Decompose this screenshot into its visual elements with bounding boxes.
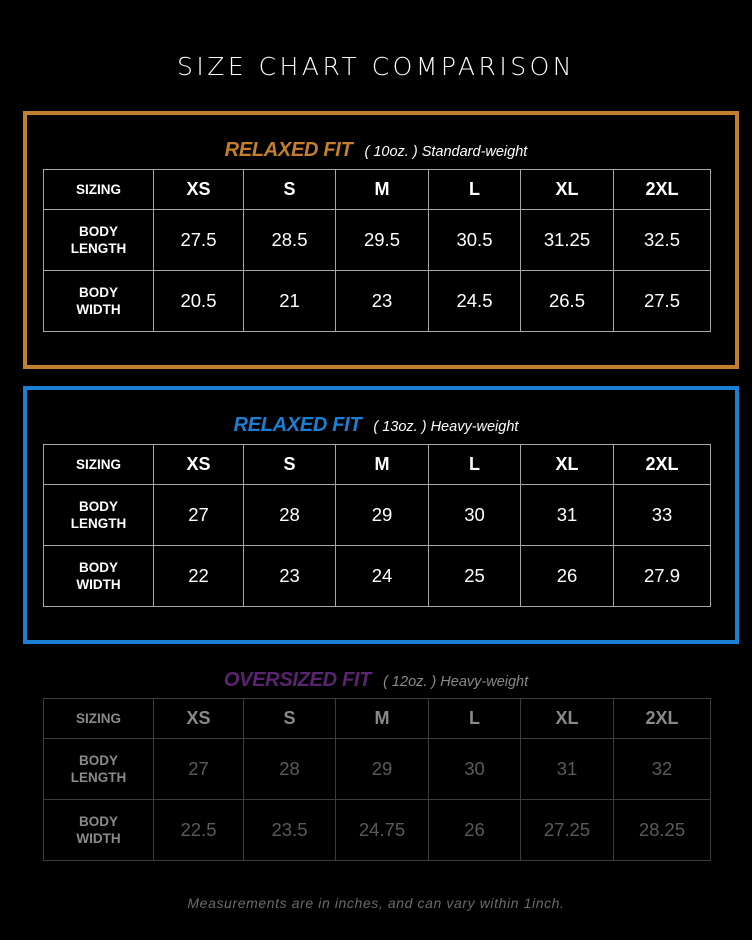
measurement-value: 24.5 xyxy=(429,271,521,332)
fit-name: RELAXED FIT xyxy=(224,139,353,161)
sizing-header-row xyxy=(44,170,711,210)
measurement-label-line2: WIDTH xyxy=(76,577,121,592)
measurement-value: 33 xyxy=(614,485,711,546)
measurement-value: 32 xyxy=(614,739,711,800)
measurement-label-line1: BODY xyxy=(78,224,118,239)
measurement-label xyxy=(44,739,154,800)
measurement-label-line2: LENGTH xyxy=(70,241,127,256)
measurement-value: 22.5 xyxy=(154,800,244,861)
measurement-row-length xyxy=(44,739,711,800)
sizing-label: SIZING xyxy=(44,445,154,485)
size-header-l: L xyxy=(429,170,521,210)
measurement-value: 23 xyxy=(244,546,336,607)
measurement-label xyxy=(44,485,154,546)
sizing-label: SIZING xyxy=(44,699,154,739)
size-header-s: S xyxy=(244,445,336,485)
size-header-2xl: 2XL xyxy=(614,170,711,210)
measurement-value: 26 xyxy=(429,800,521,861)
measurement-value: 30 xyxy=(429,739,521,800)
size-table-relaxed-heavy xyxy=(43,444,711,607)
size-header-s: S xyxy=(244,699,336,739)
measurement-value: 28 xyxy=(244,739,336,800)
size-header-2xl: 2XL xyxy=(614,445,711,485)
measurement-value: 24 xyxy=(336,546,429,607)
size-header-l: L xyxy=(429,699,521,739)
measurement-label-line2: WIDTH xyxy=(76,302,121,317)
measurement-value: 23 xyxy=(336,271,429,332)
measurement-label-line2: LENGTH xyxy=(70,516,127,531)
measurement-label-line2: LENGTH xyxy=(70,770,127,785)
measurement-value: 20.5 xyxy=(154,271,244,332)
measurement-value: 30 xyxy=(429,485,521,546)
fabric-weight: ( 10oz. ) Standard-weight xyxy=(364,144,528,160)
measurement-value: 27 xyxy=(154,739,244,800)
measurement-value: 27.25 xyxy=(521,800,614,861)
size-header-m: M xyxy=(336,445,429,485)
measurement-label-line1: BODY xyxy=(78,499,118,514)
size-header-xl: XL xyxy=(521,445,614,485)
measurement-label xyxy=(44,271,154,332)
sizing-header-row xyxy=(44,699,711,739)
measurement-value: 27 xyxy=(154,485,244,546)
measurement-value: 28.25 xyxy=(614,800,711,861)
size-header-m: M xyxy=(336,699,429,739)
measurement-value: 32.5 xyxy=(614,210,711,271)
fabric-weight: ( 13oz. ) Heavy-weight xyxy=(373,419,519,435)
measurement-row-length xyxy=(44,210,711,271)
measurement-value: 29.5 xyxy=(336,210,429,271)
measurement-value: 29 xyxy=(336,485,429,546)
fabric-weight: ( 12oz. ) Heavy-weight xyxy=(383,674,529,690)
measurement-value: 28.5 xyxy=(244,210,336,271)
measurement-value: 31.25 xyxy=(521,210,614,271)
size-header-xl: XL xyxy=(521,699,614,739)
measurement-row-width xyxy=(44,546,711,607)
measurement-value: 26 xyxy=(521,546,614,607)
size-header-xl: XL xyxy=(521,170,614,210)
measurement-row-length xyxy=(44,485,711,546)
measurement-value: 27.5 xyxy=(614,271,711,332)
measurement-label-line1: BODY xyxy=(78,753,118,768)
measurement-value: 23.5 xyxy=(244,800,336,861)
measurement-label-line2: WIDTH xyxy=(76,831,121,846)
measurement-value: 30.5 xyxy=(429,210,521,271)
measurement-label-line1: BODY xyxy=(78,814,118,829)
measurement-label xyxy=(44,210,154,271)
section-heading-relaxed-heavy xyxy=(0,414,752,437)
size-header-s: S xyxy=(244,170,336,210)
size-header-xs: XS xyxy=(154,170,244,210)
measurement-value: 31 xyxy=(521,739,614,800)
measurement-label-line1: BODY xyxy=(78,560,118,575)
measurement-value: 27.9 xyxy=(614,546,711,607)
measurement-value: 28 xyxy=(244,485,336,546)
measurement-label xyxy=(44,546,154,607)
section-heading-oversized xyxy=(0,669,752,692)
measurement-value: 22 xyxy=(154,546,244,607)
measurement-row-width xyxy=(44,271,711,332)
measurement-value: 27.5 xyxy=(154,210,244,271)
size-header-2xl: 2XL xyxy=(614,699,711,739)
measurement-label xyxy=(44,800,154,861)
measurement-value: 24.75 xyxy=(336,800,429,861)
fit-name: RELAXED FIT xyxy=(233,414,362,436)
measurement-value: 31 xyxy=(521,485,614,546)
sizing-label: SIZING xyxy=(44,170,154,210)
size-header-xs: XS xyxy=(154,445,244,485)
measurement-value: 25 xyxy=(429,546,521,607)
size-table-oversized xyxy=(43,698,711,861)
size-header-l: L xyxy=(429,445,521,485)
measurement-row-width xyxy=(44,800,711,861)
size-table-relaxed-standard xyxy=(43,169,711,332)
fit-name: OVERSIZED FIT xyxy=(223,669,372,691)
measurement-label-line1: BODY xyxy=(78,285,118,300)
size-header-xs: XS xyxy=(154,699,244,739)
size-header-m: M xyxy=(336,170,429,210)
sizing-header-row xyxy=(44,445,711,485)
measurement-note: Measurements are in inches, and can vary within 1inch. xyxy=(187,895,565,911)
measurement-value: 21 xyxy=(244,271,336,332)
page-title: SIZE CHART COMPARISON xyxy=(176,52,575,81)
measurement-value: 26.5 xyxy=(521,271,614,332)
measurement-value: 29 xyxy=(336,739,429,800)
section-heading-relaxed-standard xyxy=(0,139,752,162)
